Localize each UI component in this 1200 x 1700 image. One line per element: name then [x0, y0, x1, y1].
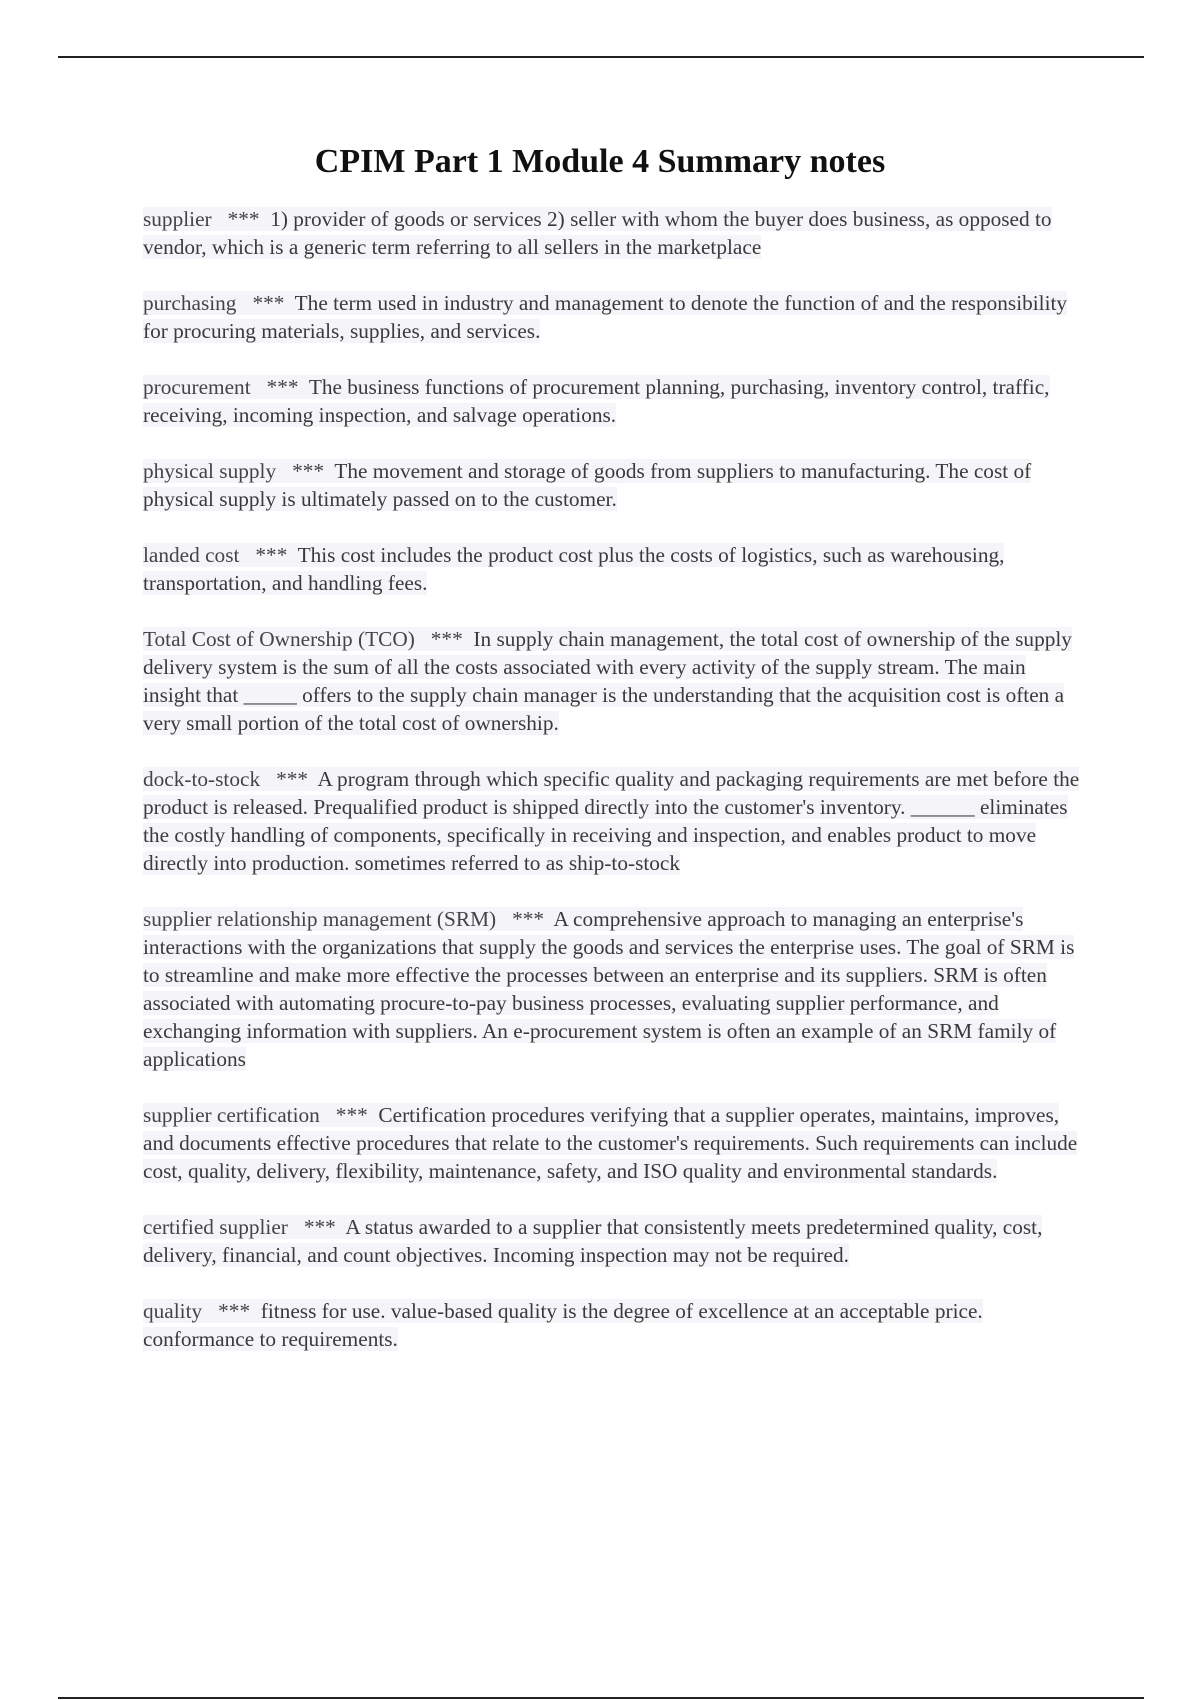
- entry-term: physical supply: [143, 459, 277, 483]
- flashcard-entry: [143, 541, 1083, 597]
- entry-separator: ***: [276, 767, 309, 791]
- flashcard-entry: [143, 905, 1083, 1073]
- entry-separator: ***: [335, 1103, 368, 1127]
- entry-definition: In supply chain management, the total cost of ownership of the supply delivery system is the sum of all the costs associated with every activity of the supply stream. The main insight that _____ offers to the supply chain manager is the understanding that the acquisition cost is often a very small portion of the total cost of ownership.: [143, 627, 1072, 735]
- flashcard-entry: [143, 373, 1083, 429]
- flashcard-list: [143, 205, 1083, 1381]
- flashcard-entry: [143, 625, 1083, 737]
- flashcard-entry: [143, 1101, 1083, 1185]
- entry-definition: The movement and storage of goods from suppliers to manufacturing. The cost of physical supply is ultimately passed on to the customer.: [143, 459, 1032, 511]
- entry-separator: ***: [266, 375, 299, 399]
- flashcard-entry: [143, 457, 1083, 513]
- entry-separator: ***: [252, 291, 285, 315]
- flashcard-entry: [143, 1297, 1083, 1353]
- entry-term: procurement: [143, 375, 251, 399]
- entry-definition: A comprehensive approach to managing an enterprise's interactions with the organizations that supply the goods and services the enterprise uses. The goal of SRM is to streamline and make more effective the processes between an enterprise and its suppliers. SRM is often associated with automating procure-to-pay business processes, evaluating supplier performance, and exchanging information with suppliers. An e-procurement system is often an example of an SRM family of applications: [143, 907, 1075, 1071]
- bottom-divider: [58, 1697, 1144, 1699]
- flashcard-entry: [143, 205, 1083, 261]
- entry-definition: fitness for use. value-based quality is the degree of excellence at an acceptable price. conformance to requirements.: [143, 1299, 983, 1351]
- entry-definition: The business functions of procurement planning, purchasing, inventory control, traffic, receiving, incoming inspection, and salvage operations.: [143, 375, 1050, 427]
- entry-definition: This cost includes the product cost plus the costs of logistics, such as warehousing, transportation, and handling fees.: [143, 543, 1005, 595]
- entry-definition: The term used in industry and management to denote the function of and the responsibility for procuring materials, supplies, and services.: [143, 291, 1068, 343]
- entry-term: supplier certification: [143, 1103, 320, 1127]
- entry-separator: ***: [227, 207, 260, 231]
- flashcard-entry: [143, 289, 1083, 345]
- entry-term: purchasing: [143, 291, 237, 315]
- top-divider: [58, 56, 1144, 58]
- entry-term: certified supplier: [143, 1215, 288, 1239]
- entry-term: dock-to-stock: [143, 767, 261, 791]
- entry-term: landed cost: [143, 543, 240, 567]
- entry-term: quality: [143, 1299, 203, 1323]
- entry-term: Total Cost of Ownership (TCO): [143, 627, 415, 651]
- entry-definition: A program through which specific quality and packaging requirements are met before the product is released. Prequalified product is shipped directly into the customer's inventory. ______ eliminates the costly handling of components, specifically in receiving and inspection, and enables product to move directly into production. sometimes referred to as ship-to-stock: [143, 767, 1080, 875]
- flashcard-entry: [143, 1213, 1083, 1269]
- entry-definition: Certification procedures verifying that a supplier operates, maintains, improves, and documents effective procedures that relate to the customer's requirements. Such requirements can include cost, quality, delivery, flexibility, maintenance, safety, and ISO quality and environmental standards.: [143, 1103, 1078, 1183]
- flashcard-entry: [143, 765, 1083, 877]
- entry-term: supplier relationship management (SRM): [143, 907, 497, 931]
- entry-separator: ***: [292, 459, 325, 483]
- entry-term: supplier: [143, 207, 212, 231]
- entry-definition: A status awarded to a supplier that consistently meets predetermined quality, cost, delivery, financial, and count objectives. Incoming inspection may not be required.: [143, 1215, 1043, 1267]
- entry-separator: ***: [255, 543, 288, 567]
- entry-separator: ***: [512, 907, 545, 931]
- entry-definition: 1) provider of goods or services 2) seller with whom the buyer does business, as opposed to vendor, which is a generic term referring to all sellers in the marketplace: [143, 207, 1052, 259]
- document-title: CPIM Part 1 Module 4 Summary notes: [314, 143, 886, 180]
- entry-separator: ***: [303, 1215, 336, 1239]
- entry-separator: ***: [430, 627, 463, 651]
- entry-separator: ***: [218, 1299, 251, 1323]
